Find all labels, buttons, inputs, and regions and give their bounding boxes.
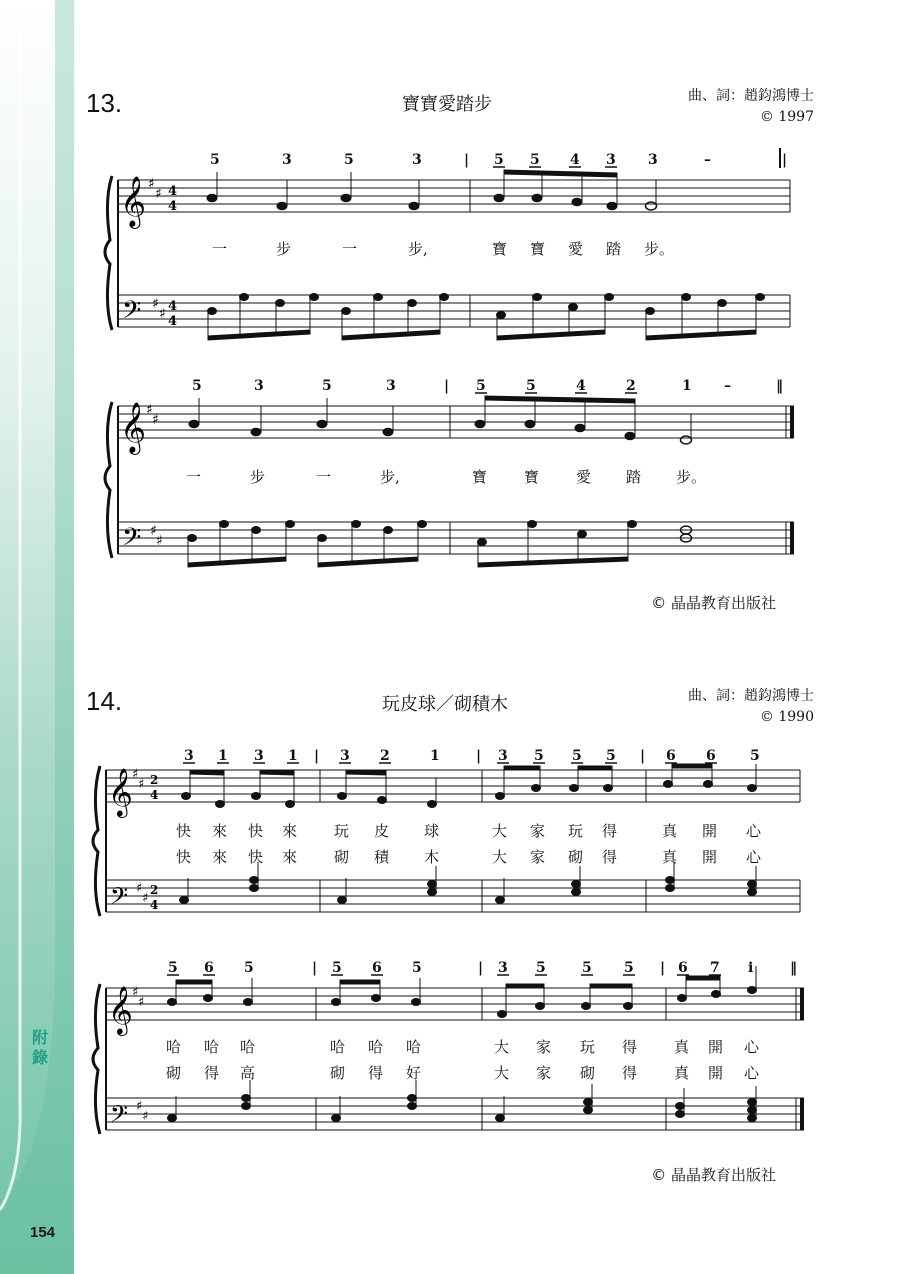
- treble-staff: [118, 180, 790, 212]
- jianpu-note: 3: [340, 748, 350, 764]
- song-14-sys1-numbers: [184, 748, 760, 764]
- bass-clef-icon: 𝄢: [110, 1100, 129, 1133]
- time-signature: 4: [150, 898, 159, 912]
- sharp-icon: ♯: [152, 296, 159, 312]
- song-13-system-2: [0, 370, 900, 570]
- lyric-syllable: 積: [374, 848, 390, 866]
- bass-notes: [208, 294, 765, 341]
- system-brace: [105, 176, 112, 330]
- jianpu-note: 5: [526, 378, 536, 394]
- lyric-syllable: 哈: [406, 1038, 422, 1056]
- lyric-syllable: 哈: [240, 1038, 256, 1056]
- lyric-syllable: 木: [424, 848, 440, 866]
- jianpu-note: 1: [682, 378, 692, 394]
- jianpu-barline: |: [476, 748, 482, 764]
- song-13-system-1: [0, 140, 900, 340]
- jianpu-barline: |: [782, 152, 788, 168]
- jianpu-note: 4: [570, 152, 580, 168]
- lyric-syllable: 砌: [166, 1064, 182, 1082]
- jianpu-note: 6: [204, 960, 214, 976]
- song-13-credit-authors: 曲、詞：趙鈞鴻博士: [688, 88, 814, 104]
- sharp-icon: ♯: [132, 985, 139, 1000]
- jianpu-note: 5: [332, 960, 342, 976]
- lyric-syllable: 得: [204, 1064, 220, 1082]
- jianpu-note: 5: [210, 152, 220, 168]
- lyric-syllable: 得: [602, 822, 618, 840]
- sharp-icon: ♯: [138, 995, 145, 1010]
- lyric-syllable: 心: [744, 1064, 760, 1082]
- jianpu-note: 5: [168, 960, 178, 976]
- lyric-syllable: 踏: [626, 468, 642, 486]
- jianpu-note: 2: [380, 748, 390, 764]
- system-brace: [93, 766, 100, 916]
- lyric-syllable: 真: [674, 1064, 690, 1082]
- lyric-syllable: 大: [494, 1038, 510, 1056]
- lyric-syllable: 家: [530, 848, 546, 866]
- jianpu-note: 3: [254, 748, 264, 764]
- lyric-syllable: 哈: [204, 1038, 220, 1056]
- lyric-syllable: 開: [702, 848, 718, 866]
- lyric-syllable: 真: [674, 1038, 690, 1056]
- system-brace: [105, 402, 112, 558]
- treble-notes: [168, 966, 757, 1018]
- sharp-icon: ♯: [132, 767, 139, 782]
- bass-notes: [168, 1080, 757, 1122]
- lyric-syllable: 玩: [568, 822, 584, 840]
- jianpu-note: 5: [624, 960, 634, 976]
- jianpu-barline: |: [314, 748, 320, 764]
- jianpu-barline: |: [444, 378, 450, 394]
- lyric-syllable: 砌: [330, 1064, 346, 1082]
- sharp-icon: ♯: [156, 533, 163, 549]
- bass-staff: [118, 522, 794, 554]
- lyric-syllable: 愛: [576, 468, 592, 486]
- treble-staff: [118, 406, 794, 438]
- sharp-icon: ♯: [150, 523, 157, 539]
- lyric-syllable: 開: [702, 822, 718, 840]
- jianpu-note: 2: [626, 378, 636, 394]
- lyric-syllable: 心: [746, 822, 762, 840]
- lyric-syllable: 快: [248, 822, 264, 840]
- song-14-number: 14.: [86, 686, 123, 716]
- jianpu-dash: –: [704, 152, 711, 168]
- jianpu-note: 3: [386, 378, 396, 394]
- lyric-syllable: 哈: [368, 1038, 384, 1056]
- jianpu-note: 5: [476, 378, 486, 394]
- jianpu-note: 3: [606, 152, 616, 168]
- time-signature: 4: [168, 314, 178, 329]
- song-13-credit: [688, 86, 814, 128]
- jianpu-barline: |: [312, 960, 318, 976]
- lyric-syllable: 步: [250, 468, 266, 486]
- jianpu-note: 3: [498, 960, 508, 976]
- jianpu-note: 3: [254, 378, 264, 394]
- lyric-syllable: 好: [406, 1064, 422, 1082]
- lyric-syllable: 球: [424, 822, 440, 840]
- jianpu-note: 5: [536, 960, 546, 976]
- sharp-icon: ♯: [152, 412, 159, 428]
- lyric-syllable: 心: [746, 848, 762, 866]
- lyric-syllable: 來: [282, 822, 298, 840]
- jianpu-final-barline: ‖: [790, 960, 797, 976]
- sharp-icon: ♯: [155, 186, 162, 202]
- lyric-syllable: 快: [176, 848, 192, 866]
- lyric-syllable: 得: [622, 1064, 638, 1082]
- song-13-sys1-numbers: [210, 152, 787, 168]
- song-14-sys2-numbers: [168, 960, 797, 976]
- jianpu-note: 5: [534, 748, 544, 764]
- jianpu-note: 5: [412, 960, 422, 976]
- lyric-syllable: 大: [492, 848, 508, 866]
- jianpu-note: 3: [498, 748, 508, 764]
- lyric-syllable: 家: [536, 1064, 552, 1082]
- bass-clef-icon: 𝄢: [122, 296, 142, 331]
- sharp-icon: ♯: [142, 1109, 149, 1124]
- lyric-syllable: 得: [368, 1064, 384, 1082]
- jianpu-final-barline: ‖: [776, 378, 783, 394]
- song-14-sys2-lyrics-2: [166, 1064, 760, 1082]
- lyric-syllable: 步,: [408, 240, 428, 258]
- bass-notes: [188, 521, 692, 568]
- sharp-icon: ♯: [146, 402, 153, 418]
- jianpu-dash: –: [724, 378, 731, 394]
- song-13-sys1-lyrics: [212, 240, 674, 258]
- song-14-sys1-lyrics-1: [176, 822, 762, 840]
- song-14-sys2-lyrics-1: [166, 1038, 760, 1056]
- lyric-syllable: 來: [212, 822, 228, 840]
- song-14-system-1: [0, 740, 900, 925]
- treble-clef-icon: 𝄞: [108, 985, 133, 1034]
- jianpu-barline: |: [478, 960, 484, 976]
- lyric-syllable: 皮: [374, 822, 390, 840]
- lyric-syllable: 得: [622, 1038, 638, 1056]
- system-brace: [93, 984, 100, 1134]
- song-14-credit: [688, 686, 814, 728]
- lyric-syllable: 一: [316, 468, 332, 486]
- lyric-syllable: 哈: [166, 1038, 182, 1056]
- bass-clef-icon: 𝄢: [110, 882, 129, 915]
- song-14-publisher: © 晶晶教育出版社: [651, 1166, 776, 1184]
- time-signature: 2: [150, 773, 159, 787]
- song-14-system-2: [0, 952, 900, 1142]
- time-signature: 4: [168, 184, 178, 199]
- lyric-syllable: 真: [662, 848, 678, 866]
- jianpu-note: 5: [322, 378, 332, 394]
- lyric-syllable: 心: [744, 1038, 760, 1056]
- lyric-syllable: 踏: [606, 240, 622, 258]
- jianpu-note: 5: [344, 152, 354, 168]
- jianpu-note: 3: [412, 152, 422, 168]
- jianpu-note: 1: [430, 748, 440, 764]
- jianpu-note: 6: [666, 748, 676, 764]
- lyric-syllable: 來: [282, 848, 298, 866]
- jianpu-note: 6: [372, 960, 382, 976]
- jianpu-note: 1: [288, 748, 298, 764]
- song-13-title: 寶寶愛踏步: [402, 94, 492, 115]
- jianpu-note: 5: [750, 748, 760, 764]
- jianpu-note: 5: [244, 960, 254, 976]
- song-14-credit-year: © 1990: [759, 709, 814, 725]
- sharp-icon: ♯: [136, 881, 143, 896]
- lyric-syllable: 得: [602, 848, 618, 866]
- lyric-syllable: 來: [212, 848, 228, 866]
- time-signature: 4: [150, 788, 159, 802]
- bass-notes: [180, 862, 757, 904]
- lyric-syllable: 一: [186, 468, 202, 486]
- lyric-syllable: 快: [248, 848, 264, 866]
- jianpu-note: i: [748, 960, 754, 976]
- lyric-syllable: 哈: [330, 1038, 346, 1056]
- sharp-icon: ♯: [136, 1099, 143, 1114]
- jianpu-note: 5: [572, 748, 582, 764]
- bass-staff: [106, 1098, 804, 1130]
- jianpu-note: 5: [582, 960, 592, 976]
- lyric-syllable: 步。: [676, 468, 707, 486]
- bass-clef-icon: 𝄢: [122, 523, 142, 558]
- song-14-title: 玩皮球／砌積木: [382, 694, 508, 715]
- lyric-syllable: 高: [240, 1064, 256, 1082]
- time-signature: 4: [168, 199, 178, 214]
- treble-clef-icon: 𝄞: [108, 767, 133, 816]
- page-number: 154: [30, 1224, 56, 1241]
- song-13-number: 13.: [86, 88, 123, 118]
- time-signature: 4: [168, 299, 178, 314]
- song-13-sys2-numbers: [192, 378, 783, 394]
- jianpu-note: 5: [606, 748, 616, 764]
- jianpu-note: 6: [678, 960, 688, 976]
- lyric-syllable: 步。: [644, 240, 675, 258]
- bass-staff: [106, 880, 800, 912]
- sharp-icon: ♯: [138, 777, 145, 792]
- lyric-syllable: 一: [212, 240, 228, 258]
- jianpu-note: 5: [192, 378, 202, 394]
- lyric-syllable: 砌: [334, 848, 350, 866]
- time-signature: 2: [150, 883, 159, 897]
- jianpu-note: 7: [710, 960, 720, 976]
- lyric-syllable: 愛: [568, 240, 584, 258]
- appendix-label: 附錄: [31, 1028, 48, 1067]
- jianpu-barline: |: [660, 960, 666, 976]
- lyric-syllable: 玩: [334, 822, 350, 840]
- lyric-syllable: 寶: [524, 468, 540, 486]
- lyric-syllable: 開: [708, 1064, 724, 1082]
- lyric-syllable: 砌: [568, 848, 584, 866]
- lyric-syllable: 步: [276, 240, 292, 258]
- lyric-syllable: 砌: [580, 1064, 596, 1082]
- jianpu-note: 6: [706, 748, 716, 764]
- lyric-syllable: 大: [494, 1064, 510, 1082]
- lyric-syllable: 大: [492, 822, 508, 840]
- jianpu-note: 4: [576, 378, 586, 394]
- sharp-icon: ♯: [159, 306, 166, 322]
- sharp-icon: ♯: [148, 176, 155, 192]
- jianpu-note: 3: [184, 748, 194, 764]
- song-13-publisher: © 晶晶教育出版社: [651, 594, 776, 612]
- lyric-syllable: 步,: [380, 468, 400, 486]
- song-14-credit-authors: 曲、詞：趙鈞鴻博士: [688, 688, 814, 704]
- song-13-sys2-lyrics: [186, 468, 706, 486]
- sharp-icon: ♯: [142, 891, 149, 906]
- lyric-syllable: 家: [536, 1038, 552, 1056]
- lyric-syllable: 快: [176, 822, 192, 840]
- jianpu-barline: |: [640, 748, 646, 764]
- jianpu-barline: |: [464, 152, 470, 168]
- treble-clef-icon: 𝄞: [120, 176, 147, 227]
- jianpu-note: 5: [494, 152, 504, 168]
- lyric-syllable: 開: [708, 1038, 724, 1056]
- jianpu-note: 3: [282, 152, 292, 168]
- lyric-syllable: 家: [530, 822, 546, 840]
- lyric-syllable: 一: [342, 240, 358, 258]
- treble-clef-icon: 𝄞: [120, 402, 147, 453]
- treble-notes: [189, 396, 692, 444]
- lyric-syllable: 寶: [492, 240, 508, 258]
- jianpu-note: 1: [218, 748, 228, 764]
- song-13-credit-year: © 1997: [759, 109, 814, 125]
- lyric-syllable: 寶: [530, 240, 546, 258]
- lyric-syllable: 玩: [580, 1038, 596, 1056]
- lyric-syllable: 真: [662, 822, 678, 840]
- jianpu-note: 5: [530, 152, 540, 168]
- treble-staff: [106, 988, 804, 1020]
- jianpu-note: 3: [648, 152, 658, 168]
- lyric-syllable: 寶: [472, 468, 488, 486]
